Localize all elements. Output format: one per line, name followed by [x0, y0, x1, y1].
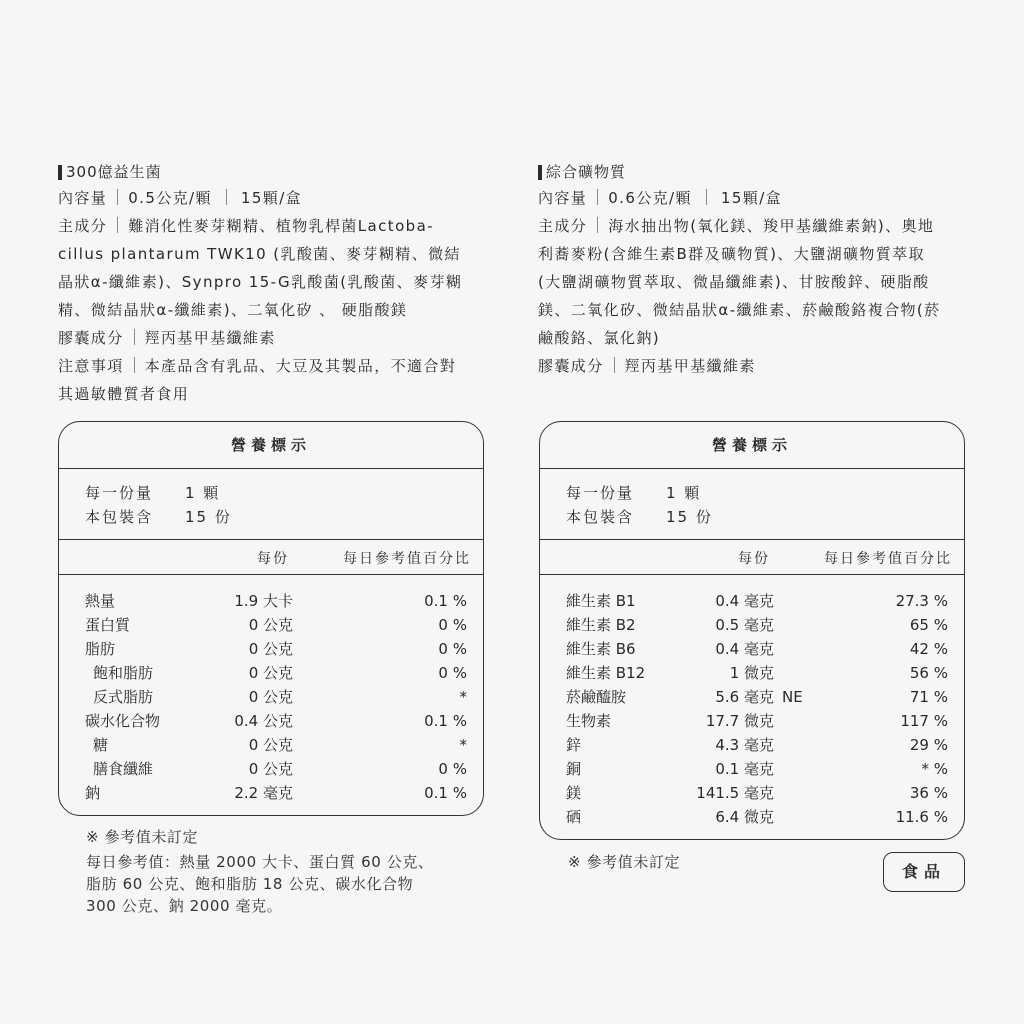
nutrient-row [59, 613, 483, 637]
nutrient-row [59, 757, 483, 781]
nutrient-daily-value: 11.6 % [895, 808, 948, 826]
nutrient-name: 熱量 [85, 592, 116, 610]
nutrient-amount: 0 公克 [248, 688, 293, 706]
right-footnote: ※ 參考值未訂定 [568, 853, 681, 871]
food-badge: 食品 [883, 852, 965, 892]
nutrient-name: 脂肪 [85, 640, 116, 658]
nutrient-daily-value: 65 % [909, 616, 948, 634]
nutrient-amount: 0 公克 [248, 736, 293, 754]
nutrient-daily-value: 0.1 % [424, 712, 467, 730]
nutrient-name: 糖 [93, 736, 109, 754]
left-notice-line-2: 其過敏體質者食用 [58, 385, 190, 403]
nutrient-row [540, 757, 964, 781]
nutrient-row [59, 589, 483, 613]
nutrient-amount: 6.4 微克 [715, 808, 774, 826]
left-capsule-line: 膠囊成分 羥丙基甲基纖維素 [58, 329, 276, 347]
nutrient-amount: 0.5 毫克 [715, 616, 774, 634]
nutrient-daily-value: 0.1 % [424, 784, 467, 802]
nutrient-amount: 0 公克 [248, 664, 293, 682]
nutrient-name: 蛋白質 [85, 616, 131, 634]
nutrient-row [59, 709, 483, 733]
nutrient-amount: 5.6 毫克 [715, 688, 774, 706]
nutrient-name: 鎂 [566, 784, 582, 802]
nutrient-name: 鈉 [85, 784, 101, 802]
serving-info: 每一份量 1 顆 本包裝含 15 份 [540, 469, 964, 540]
nutrient-unit-extra: NE [782, 688, 803, 706]
nutrient-amount: 0.4 毫克 [715, 640, 774, 658]
nutrient-row [59, 637, 483, 661]
nutrient-daily-value: * [459, 736, 467, 754]
nutrient-rows [59, 575, 483, 815]
right-product-info [538, 160, 968, 380]
nutrient-daily-value: 0 % [438, 640, 467, 658]
nutrient-amount: 0 公克 [248, 640, 293, 658]
left-daily-reference: 每日參考值：熱量 2000 大卡、蛋白質 60 公克、 脂肪 60 公克、飽和脂肪 18 公克、碳水化合物 300 公克、鈉 2000 毫克。 [86, 853, 434, 915]
nutrient-row [540, 781, 964, 805]
nutrient-amount: 0.1 毫克 [715, 760, 774, 778]
left-section-title: 300億益生菌 [58, 160, 488, 184]
left-nutrition-panel [58, 421, 484, 816]
left-content-line: 內容量 0.5公克/顆 15顆/盒 [58, 189, 303, 207]
nutrient-name: 維生素 B12 [566, 664, 646, 682]
nutrient-row [540, 637, 964, 661]
nutrient-name: 膳食纖維 [93, 760, 154, 778]
nutrient-daily-value: 36 % [909, 784, 948, 802]
nutrient-name: 碳水化合物 [85, 712, 161, 730]
nutrient-row [540, 733, 964, 757]
nutrient-amount: 0.4 毫克 [715, 592, 774, 610]
nutrient-amount: 2.2 毫克 [234, 784, 293, 802]
nutrient-name: 硒 [566, 808, 582, 826]
nutrient-name: 飽和脂肪 [93, 664, 154, 682]
nutrient-amount: 0 公克 [248, 616, 293, 634]
column-header [540, 540, 964, 575]
col-per-serving: 每份 [738, 551, 770, 567]
nutrient-row [540, 805, 964, 829]
right-ingredients-line-2: 利蕎麥粉(含維生素B群及礦物質)、大鹽湖礦物質萃取 [538, 245, 925, 263]
left-footnote: ※ 參考值未訂定 [86, 828, 199, 846]
right-ingredients-line-3: (大鹽湖礦物質萃取、微晶纖維素)、甘胺酸鋅、硬脂酸 [538, 273, 930, 291]
nutrient-amount: 17.7 微克 [705, 712, 774, 730]
nutrient-row [59, 685, 483, 709]
right-capsule-line: 膠囊成分 羥丙基甲基纖維素 [538, 357, 756, 375]
nutrient-daily-value: 0 % [438, 664, 467, 682]
nutrient-rows [540, 575, 964, 839]
nutrient-amount: 141.5 毫克 [696, 784, 774, 802]
right-section-title: 綜合礦物質 [538, 160, 968, 184]
nutrient-amount: 1.9 大卡 [234, 592, 293, 610]
nutrient-row [540, 589, 964, 613]
right-ingredients-line-1: 主成分 海水抽出物(氧化鎂、羧甲基纖維素鈉)、奧地 [538, 217, 935, 235]
title-marker [538, 165, 542, 180]
right-content-line: 內容量 0.6公克/顆 15顆/盒 [538, 189, 783, 207]
right-ingredients-line-4: 鎂、二氧化矽、微結晶狀α-纖維素、菸鹼酸鉻複合物(菸 [538, 301, 941, 319]
left-ingredients-line-4: 精、微結晶狀α-纖維素)、二氧化矽 、 硬脂酸鎂 [58, 301, 408, 319]
nutrient-name: 菸鹼醯胺 [566, 688, 627, 706]
nutrient-row [540, 613, 964, 637]
nutrient-name: 維生素 B2 [566, 616, 636, 634]
nutrient-daily-value: 29 % [909, 736, 948, 754]
nutrient-name: 鋅 [566, 736, 582, 754]
nutrient-row [59, 661, 483, 685]
column-header [59, 540, 483, 575]
right-nutrition-panel [539, 421, 965, 840]
nutrient-daily-value: * % [921, 760, 948, 778]
nutrient-daily-value: 117 % [900, 712, 948, 730]
col-daily-value: 每日參考值百分比 [824, 551, 952, 567]
nutrient-name: 反式脂肪 [93, 688, 154, 706]
left-notice-line-1: 注意事項 本產品含有乳品、大豆及其製品，不適合對 [58, 357, 457, 375]
nutrient-daily-value: 0.1 % [424, 592, 467, 610]
nutrient-amount: 0 公克 [248, 760, 293, 778]
right-ingredients-line-5: 鹼酸鉻、氯化鈉) [538, 329, 661, 347]
nutrient-daily-value: 42 % [909, 640, 948, 658]
nutrient-daily-value: 0 % [438, 760, 467, 778]
nutrient-row [59, 781, 483, 805]
left-ingredients-line-1: 主成分 難消化性麥芽糊精、植物乳桿菌Lactoba- [58, 217, 434, 235]
nutrient-daily-value: 71 % [909, 688, 948, 706]
left-ingredients-line-3: 晶狀α-纖維素)、Synpro 15-G乳酸菌(乳酸菌、麥芽糊 [58, 273, 463, 291]
panel-title: 營養標示 [59, 422, 483, 469]
nutrient-row [540, 685, 964, 709]
nutrient-row [540, 709, 964, 733]
nutrient-row [540, 661, 964, 685]
nutrient-amount: 4.3 毫克 [715, 736, 774, 754]
left-product-info [58, 160, 488, 408]
serving-info: 每一份量 1 顆 本包裝含 15 份 [59, 469, 483, 540]
title-marker [58, 165, 62, 180]
left-ingredients-line-2: cillus plantarum TWK10 (乳酸菌、麥芽糊精、微結 [58, 245, 461, 263]
nutrient-row [59, 733, 483, 757]
nutrient-daily-value: 0 % [438, 616, 467, 634]
nutrient-amount: 1 微克 [729, 664, 774, 682]
col-daily-value: 每日參考值百分比 [343, 551, 471, 567]
nutrient-daily-value: * [459, 688, 467, 706]
panel-title: 營養標示 [540, 422, 964, 469]
nutrient-name: 生物素 [566, 712, 612, 730]
nutrient-amount: 0.4 公克 [234, 712, 293, 730]
col-per-serving: 每份 [257, 551, 289, 567]
nutrient-daily-value: 27.3 % [895, 592, 948, 610]
nutrient-name: 維生素 B1 [566, 592, 636, 610]
nutrient-daily-value: 56 % [909, 664, 948, 682]
nutrient-name: 銅 [566, 760, 582, 778]
nutrient-name: 維生素 B6 [566, 640, 636, 658]
